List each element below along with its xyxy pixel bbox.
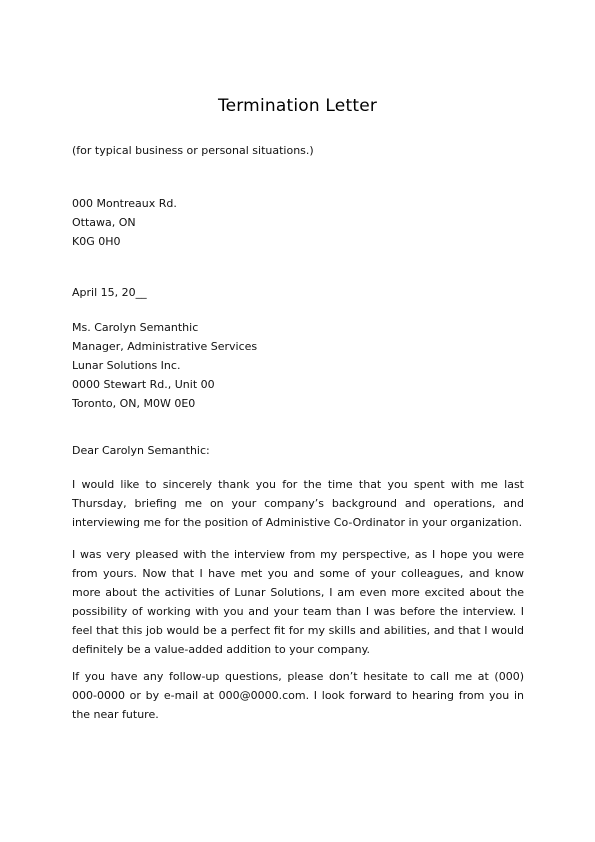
letter-date: April 15, 20__ xyxy=(72,286,147,299)
body-paragraph: I would like to sincerely thank you for the time that you spent with me last Thursday, briefing me on your company’s background and operations, and interviewing me for the position of Administive Co-Ordinator in your organization. xyxy=(72,478,524,529)
sender-address xyxy=(72,194,524,251)
recipient-address xyxy=(72,318,524,413)
recipient-city: Toronto, ON, M0W 0E0 xyxy=(72,397,196,410)
recipient-title: Manager, Administrative Services xyxy=(72,340,258,353)
salutation: Dear Carolyn Semanthic: xyxy=(72,444,210,457)
document-subtitle: (for typical business or personal situations.) xyxy=(72,144,314,157)
sender-address-line: K0G 0H0 xyxy=(72,235,121,248)
body-paragraph: I was very pleased with the interview from my perspective, as I hope you were from yours. Now that I have met you and some of your colleagues, and know more about the activities of Lunar Solutions, I am even more excited about the possibility of working with you and your team than I was before the interview. I feel that this job would be a perfect fit for my skills and abilities, and that I would definitely be a value-added addition to your company. xyxy=(72,548,524,656)
recipient-company: Lunar Solutions Inc. xyxy=(72,359,181,372)
sender-address-line: 000 Montreaux Rd. xyxy=(72,197,177,210)
recipient-name: Ms. Carolyn Semanthic xyxy=(72,321,199,334)
document-title: Termination Letter xyxy=(217,96,378,116)
sender-address-line: Ottawa, ON xyxy=(72,216,136,229)
body-paragraph: If you have any follow-up questions, please don’t hesitate to call me at (000) 000-0000 or by e-mail at 000@0000.com. I look forward to hearing from you in the near future. xyxy=(72,670,524,721)
recipient-street: 0000 Stewart Rd., Unit 00 xyxy=(72,378,215,391)
